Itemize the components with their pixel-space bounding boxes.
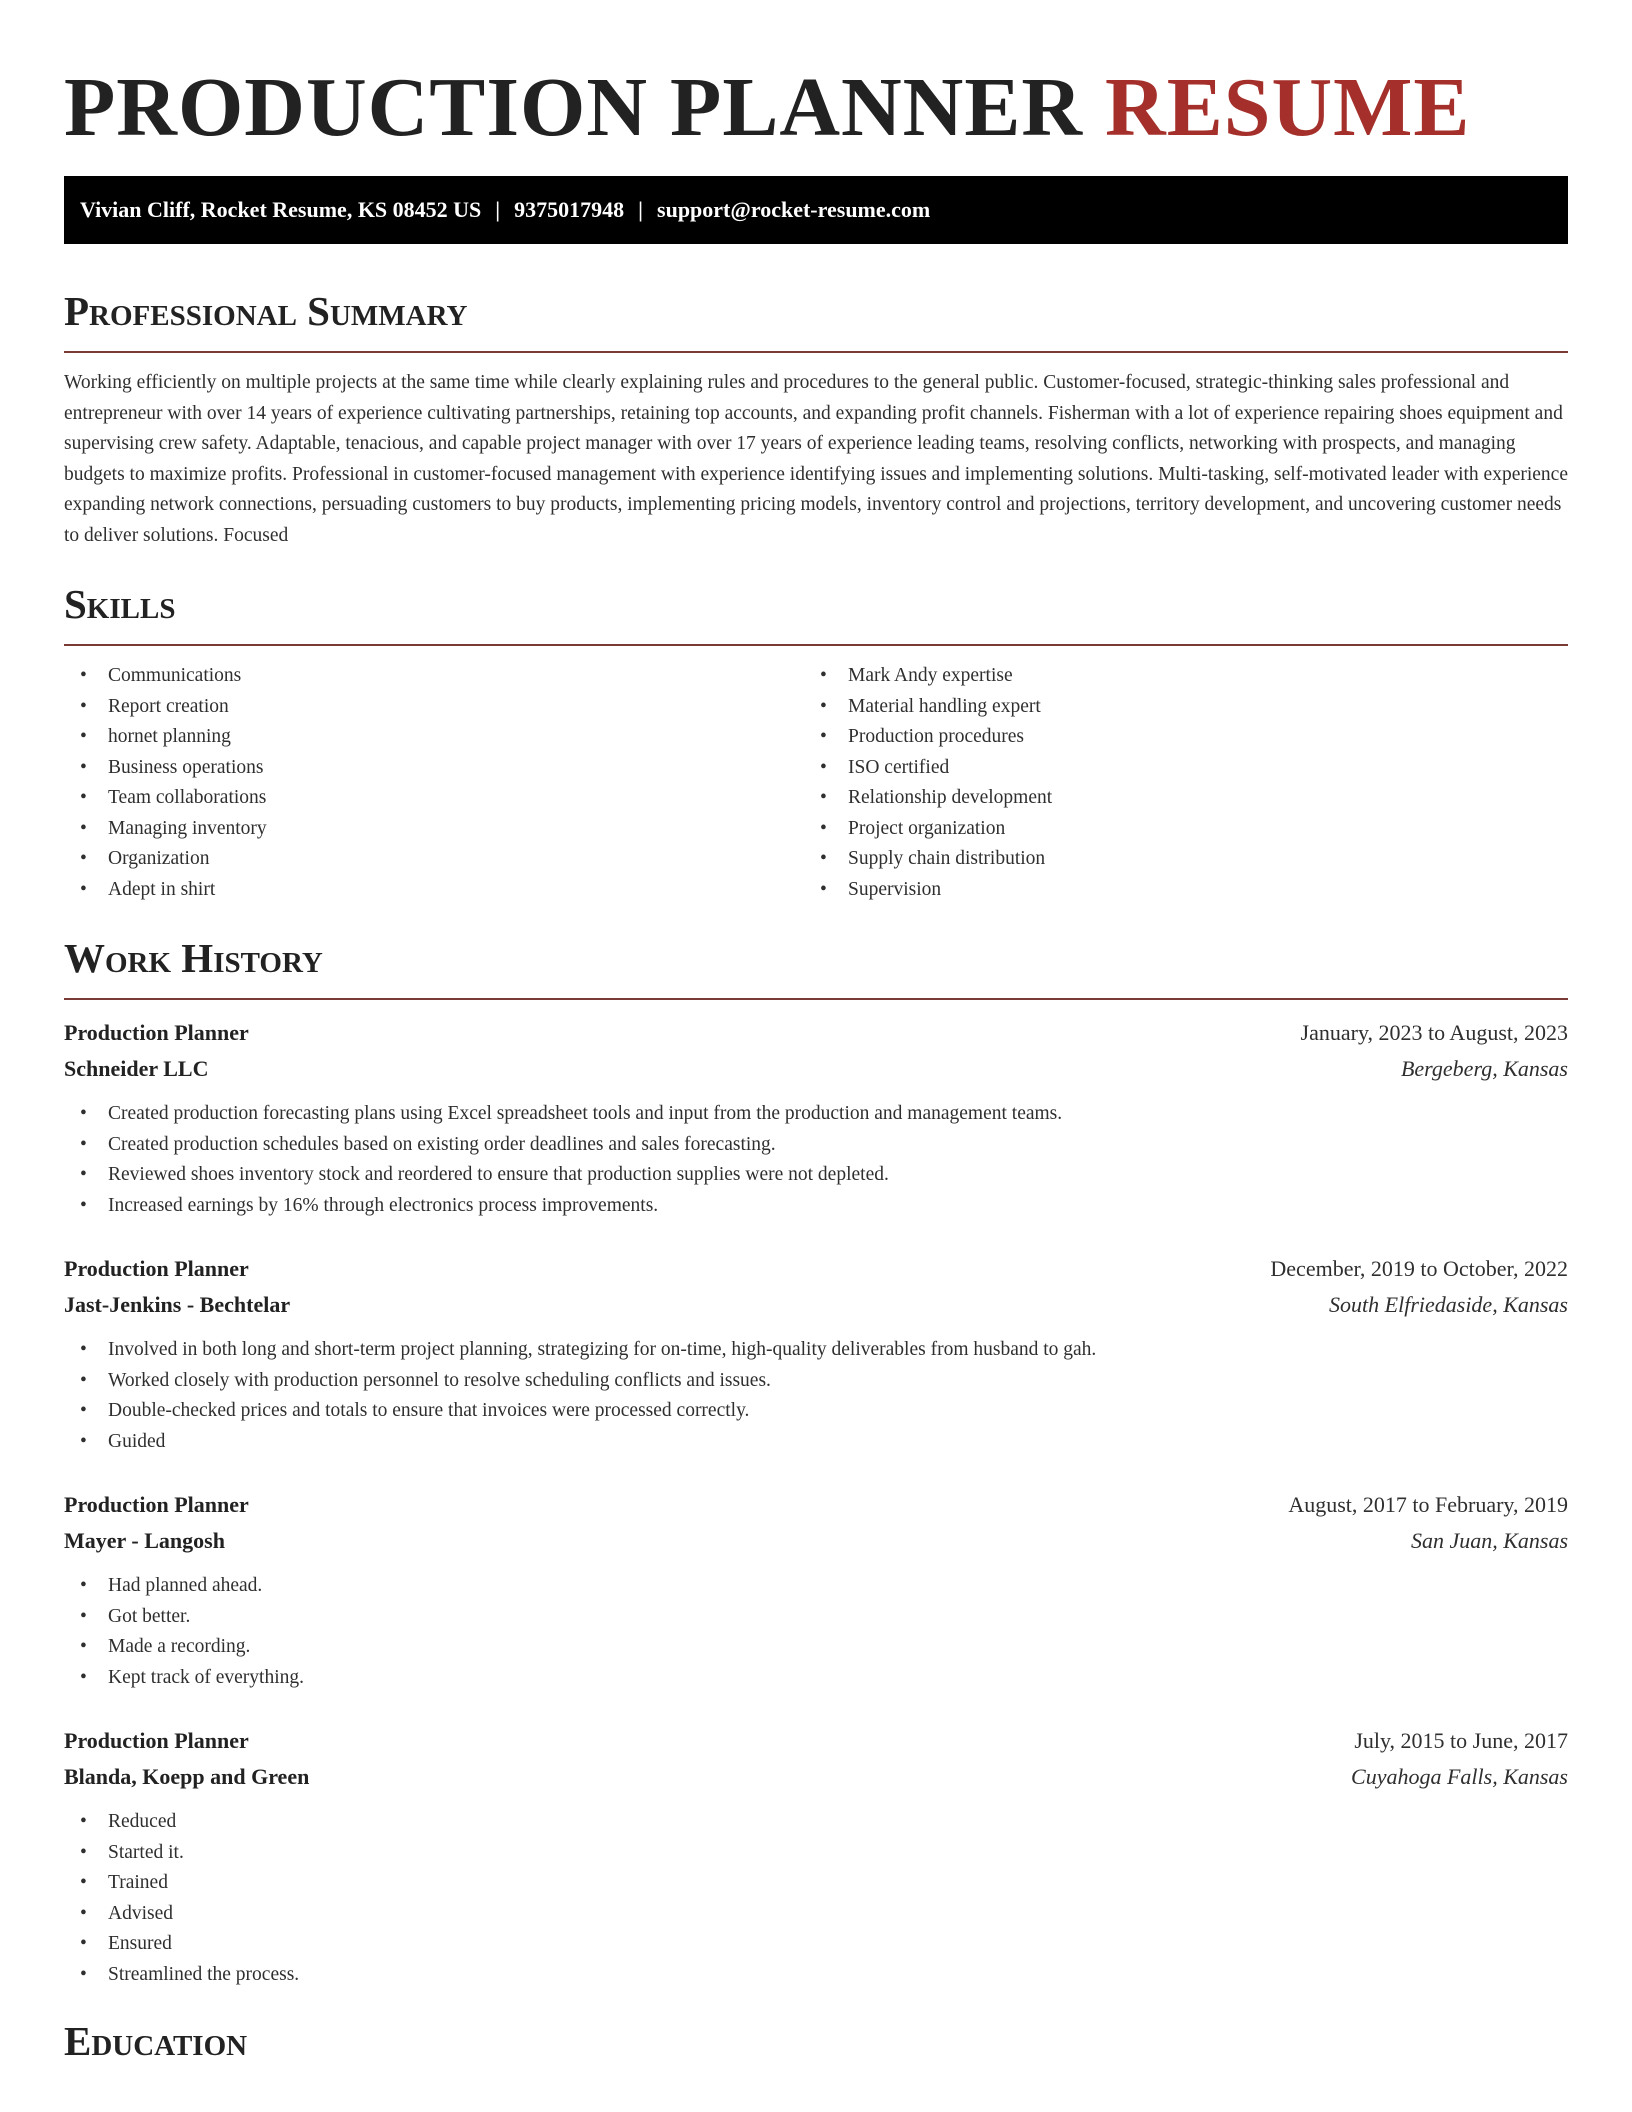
job-bullet: • Ensured <box>64 1929 1568 1960</box>
job-bullet: • Created production schedules based on existing order deadlines and sales forecasting. <box>64 1130 1568 1161</box>
summary-text: Working efficiently on multiple projects at the same time while clearly explaining rules and procedures to the general public. Customer-focused, strategic-thinking sales professional and entrepreneur with over 14 years of experience cultivating partnerships, retaining top accounts, and expanding profit channels. Fisherman with a lot of experience repairing shoes equipment and supervising crew safety. Adaptable, tenacious, and capable project manager with over 17 years of experience leading teams, resolving conflicts, networking with prospects, and managing budgets to maximize profits. Professional in customer-focused management with experience identifying issues and implementing solutions. Multi-tasking, self-motivated leader with experience expanding network connections, persuading customers to buy products, implementing pricing models, inventory control and projections, territory development, and uncovering customer needs to deliver solutions. Focused <box>64 372 1568 546</box>
job-bullet: • Reduced <box>64 1807 1568 1838</box>
job-bullets <box>64 1807 1568 1990</box>
job-bullet: • Worked closely with production personnel to resolve scheduling conflicts and issues. <box>64 1366 1568 1397</box>
job-bullet: • Started it. <box>64 1838 1568 1869</box>
skill-item: • Managing inventory <box>64 814 804 845</box>
job-location: South Elfriedaside, Kansas <box>1329 1292 1568 1317</box>
job-subheader <box>64 1051 1568 1087</box>
job-company: Blanda, Koepp and Green <box>64 1764 310 1789</box>
contact-bar <box>64 176 1568 244</box>
job-header <box>64 1723 1568 1759</box>
job-company: Jast-Jenkins - Bechtelar <box>64 1292 291 1317</box>
job-location: Bergeberg, Kansas <box>1400 1056 1568 1081</box>
job-title: Production Planner <box>64 1492 249 1517</box>
contact-separator: | <box>495 197 501 222</box>
skill-item: • Relationship development <box>804 783 1544 814</box>
skill-item: • Organization <box>64 844 804 875</box>
job-entry <box>64 1251 1568 1457</box>
job-bullet: • Advised <box>64 1899 1568 1930</box>
job-company: Schneider LLC <box>64 1056 209 1081</box>
skills-heading: Skills <box>64 581 176 627</box>
resume-page <box>64 0 1568 2066</box>
work-history-heading: Work History <box>64 935 323 981</box>
job-dates: December, 2019 to October, 2022 <box>1270 1256 1568 1281</box>
job-company: Mayer - Langosh <box>64 1528 225 1553</box>
job-subheader <box>64 1523 1568 1559</box>
job-bullet: • Streamlined the process. <box>64 1960 1568 1991</box>
job-bullet: • Made a recording. <box>64 1632 1568 1663</box>
skill-item: • Communications <box>64 661 804 692</box>
job-bullet: • Created production forecasting plans using Excel spreadsheet tools and input from the production and management teams. <box>64 1099 1568 1130</box>
page-title <box>64 56 1568 160</box>
skill-item: • Production procedures <box>804 722 1544 753</box>
job-bullet: • Had planned ahead. <box>64 1571 1568 1602</box>
contact-separator: | <box>638 197 644 222</box>
job-bullets <box>64 1571 1568 1693</box>
job-dates: August, 2017 to February, 2019 <box>1288 1492 1568 1517</box>
job-bullet: • Reviewed shoes inventory stock and reordered to ensure that production supplies were not depleted. <box>64 1160 1568 1191</box>
job-header <box>64 1251 1568 1287</box>
job-title: Production Planner <box>64 1020 249 1045</box>
job-title: Production Planner <box>64 1728 249 1753</box>
skill-item: • Material handling expert <box>804 692 1544 723</box>
job-header <box>64 1487 1568 1523</box>
skill-item: • Supervision <box>804 875 1544 906</box>
job-bullets <box>64 1099 1568 1221</box>
job-title: Production Planner <box>64 1256 249 1281</box>
skill-item: • Mark Andy expertise <box>804 661 1544 692</box>
skill-item: • Project organization <box>804 814 1544 845</box>
job-entry <box>64 1487 1568 1693</box>
skill-item: • Report creation <box>64 692 804 723</box>
title-accent: RESUME <box>1105 61 1471 154</box>
job-entry <box>64 1015 1568 1221</box>
job-bullet: • Increased earnings by 16% through electronics process improvements. <box>64 1191 1568 1222</box>
skill-item: • hornet planning <box>64 722 804 753</box>
skill-item: • Supply chain distribution <box>804 844 1544 875</box>
job-location: San Juan, Kansas <box>1410 1528 1568 1553</box>
job-bullet: • Got better. <box>64 1602 1568 1633</box>
job-location: Cuyahoga Falls, Kansas <box>1351 1764 1568 1789</box>
job-entry <box>64 1723 1568 1990</box>
skill-item: • Adept in shirt <box>64 875 804 906</box>
job-subheader <box>64 1759 1568 1795</box>
skills-column-right <box>804 661 1544 905</box>
job-header <box>64 1015 1568 1051</box>
section-divider <box>64 998 1568 1000</box>
education-heading: Education <box>64 2018 248 2064</box>
contact-email: support@rocket-resume.com <box>657 197 931 222</box>
skill-item: • Business operations <box>64 753 804 784</box>
job-bullet: • Involved in both long and short-term project planning, strategizing for on-time, high-quality deliverables from husband to gah. <box>64 1335 1568 1366</box>
skill-item: • ISO certified <box>804 753 1544 784</box>
contact-phone: 9375017948 <box>514 197 625 222</box>
skills-list <box>64 661 1568 905</box>
job-bullets <box>64 1335 1568 1457</box>
section-divider <box>64 351 1568 353</box>
job-dates: January, 2023 to August, 2023 <box>1300 1020 1568 1045</box>
job-bullet: • Guided <box>64 1427 1568 1458</box>
title-main: PRODUCTION PLANNER <box>64 61 1084 154</box>
section-divider <box>64 644 1568 646</box>
job-bullet: • Trained <box>64 1868 1568 1899</box>
job-bullet: • Kept track of everything. <box>64 1663 1568 1694</box>
skills-column-left <box>64 661 804 905</box>
job-bullet: • Double-checked prices and totals to ensure that invoices were processed correctly. <box>64 1396 1568 1427</box>
summary-heading: Professional Summary <box>64 288 468 334</box>
job-dates: July, 2015 to June, 2017 <box>1354 1728 1568 1753</box>
skill-item: • Team collaborations <box>64 783 804 814</box>
job-subheader <box>64 1287 1568 1323</box>
contact-address: Vivian Cliff, Rocket Resume, KS 08452 US <box>80 197 482 222</box>
